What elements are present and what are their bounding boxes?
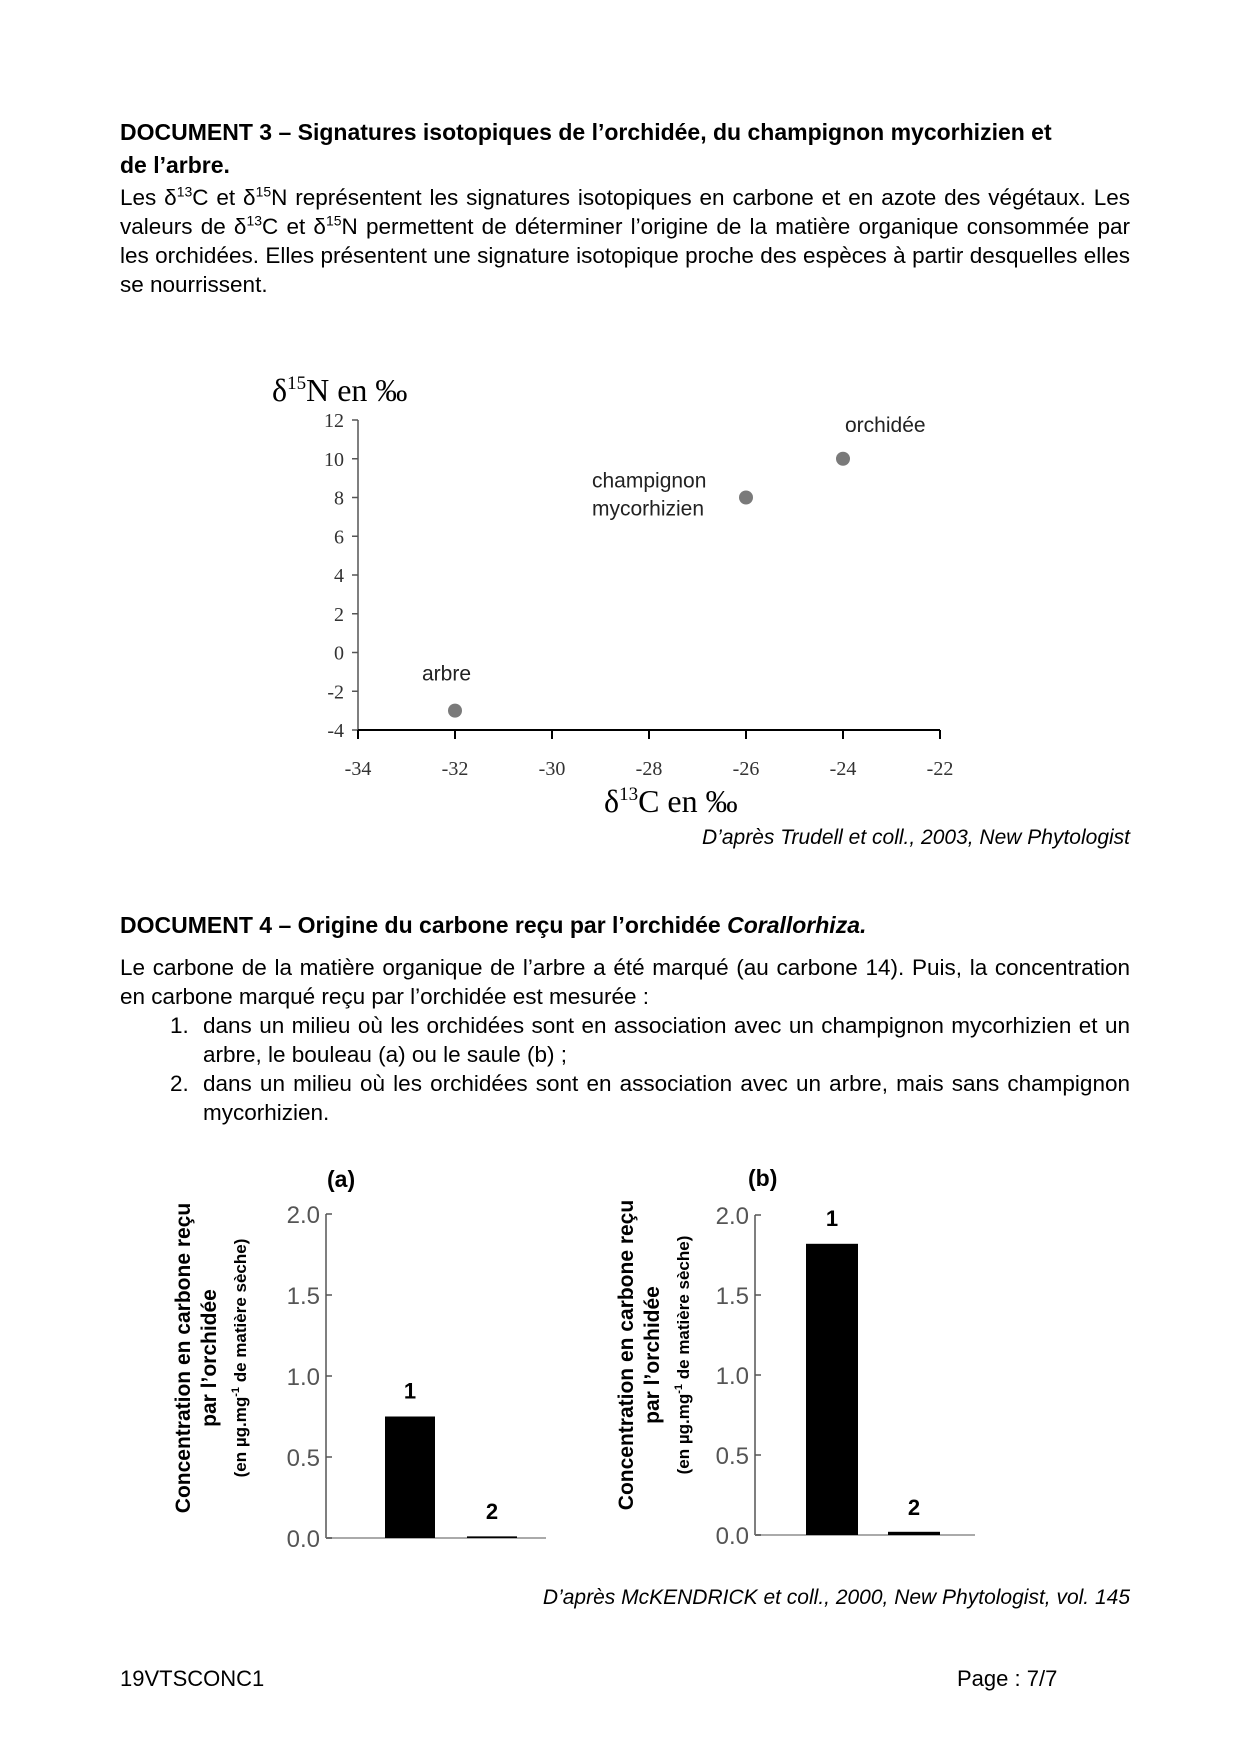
bar-ytick-label: 1.5 (715, 1283, 749, 1310)
scatter-xtick-label: -22 (926, 758, 954, 780)
bar-1 (385, 1417, 435, 1539)
bar-label-2: 2 (485, 1499, 499, 1524)
bar-ytick-label: 0.0 (286, 1526, 320, 1553)
bar-1 (806, 1244, 858, 1535)
bar-ytick-label: 0.5 (715, 1443, 749, 1470)
bar-ylabel: Concentration en carbone reçu par l’orchidée (172, 1202, 221, 1514)
scatter-ytick-label: 6 (334, 526, 344, 549)
doc4-source: D’après McKENDRICK et coll., 2000, New Phytologist, vol. 145 (542, 1586, 1130, 1609)
doc3-heading-line1: DOCUMENT 3 – Signatures isotopiques de l’orchidée, du champignon mycorhizien et (120, 119, 1052, 145)
footer-code: 19VTSCONC1 (120, 1666, 265, 1691)
scatter-ytick-label: 2 (334, 603, 344, 626)
bar-2 (888, 1532, 940, 1535)
bar-ylabel: Concentration en carbone reçu par l’orchidée (615, 1199, 664, 1511)
bar-ytick-label: 2.0 (286, 1202, 320, 1229)
scatter-ytick-label: -4 (327, 720, 344, 742)
doc4-heading: DOCUMENT 4 – Origine du carbone reçu par l’orchidée Corallorhiza. (120, 912, 867, 938)
doc4-paragraph: Le carbone de la matière organique de l’arbre a été marqué (au carbone 14). Puis, la concentration en carbone marqué reçu par l’orchidée est mesurée : (120, 955, 1130, 1009)
scatter-xtick-label: -26 (732, 758, 760, 780)
doc4-list-item-2: 2. dans un milieu où les orchidées sont en association avec un arbre, mais sans champignon mycorhizien. (195, 1069, 1130, 1127)
bar-chart-title: (a) (327, 1166, 356, 1192)
scatter-ytick-label: 8 (334, 487, 344, 510)
doc3-heading-line2: de l’arbre. (120, 152, 230, 178)
bar-charts (0, 1150, 1240, 1570)
bar-ytick-label: 1.0 (715, 1363, 749, 1390)
bar-ylabel-unit: (en $\mu g.mg^{-1}$ de matière sèche) (673, 1235, 693, 1475)
bar-label-2: 2 (907, 1495, 921, 1520)
bar-ytick-label: 1.5 (286, 1283, 320, 1310)
scatter-point (836, 452, 850, 466)
doc4-list (120, 1011, 1130, 1127)
scatter-xtick-label: -28 (635, 758, 663, 780)
scatter-label-orchidée: orchidée (845, 413, 926, 437)
bar-ytick-label: 2.0 (715, 1203, 749, 1230)
scatter-point (739, 491, 753, 505)
bar-label-1: 1 (403, 1378, 417, 1404)
scatter-ytick-label: -2 (327, 681, 344, 704)
scatter-xtick-label: -32 (441, 758, 469, 780)
bar-2 (467, 1536, 517, 1538)
scatter-xlabel: $\delta^{13}C$ en ‰ (604, 783, 738, 819)
scatter-ylabel: $\delta^{15}N$ en ‰ (272, 372, 408, 408)
scatter-xtick-label: -30 (538, 758, 566, 780)
scatter-xtick-label: -34 (344, 758, 372, 780)
bar-ytick-label: 0.0 (715, 1523, 749, 1550)
bar-chart-title: (b) (748, 1165, 778, 1191)
scatter-ytick-label: 0 (334, 642, 344, 665)
bar-chart-a (172, 1166, 546, 1553)
bar-ytick-label: 0.5 (286, 1445, 320, 1472)
scatter-ytick-label: 4 (334, 565, 344, 587)
scatter-point (448, 704, 462, 718)
scatter-label-champignon: champignon mycorhizien (592, 469, 707, 521)
doc3-source: D’après Trudell et coll., 2003, New Phytologist (702, 826, 1130, 849)
doc3-paragraph: Les $\delta^{13}C$ et $\delta^{15}N$ représentent les signatures isotopiques en carbone et en azote des végétaux. Les valeurs de $\delta^{13}C$ et $\delta^{15}N$ permettent de déterminer l’origine de la matière organique consommée par les orchidées. Elles présentent une signature isotopique proche des espèces à partir desquelles elles se nourrissent. (120, 183, 1130, 297)
bar-chart-b (615, 1165, 975, 1550)
doc4-list-item-1: 1. dans un milieu où les orchidées sont en association avec un champignon mycorhizien et un arbre, le bouleau (a) ou le saule (b) ; (195, 1011, 1130, 1069)
bar-ylabel-unit: (en $\mu g.mg^{-1}$ de matière sèche) (230, 1238, 250, 1478)
bar-ytick-label: 1.0 (286, 1364, 320, 1391)
bar-label-1: 1 (825, 1205, 839, 1231)
scatter-xtick-label: -24 (829, 758, 857, 780)
footer-page: Page : 7/7 (957, 1666, 1058, 1691)
scatter-label-arbre: arbre (422, 662, 472, 686)
scatter-ytick-label: 10 (324, 448, 344, 471)
scatter-ytick-label: 12 (324, 410, 344, 432)
